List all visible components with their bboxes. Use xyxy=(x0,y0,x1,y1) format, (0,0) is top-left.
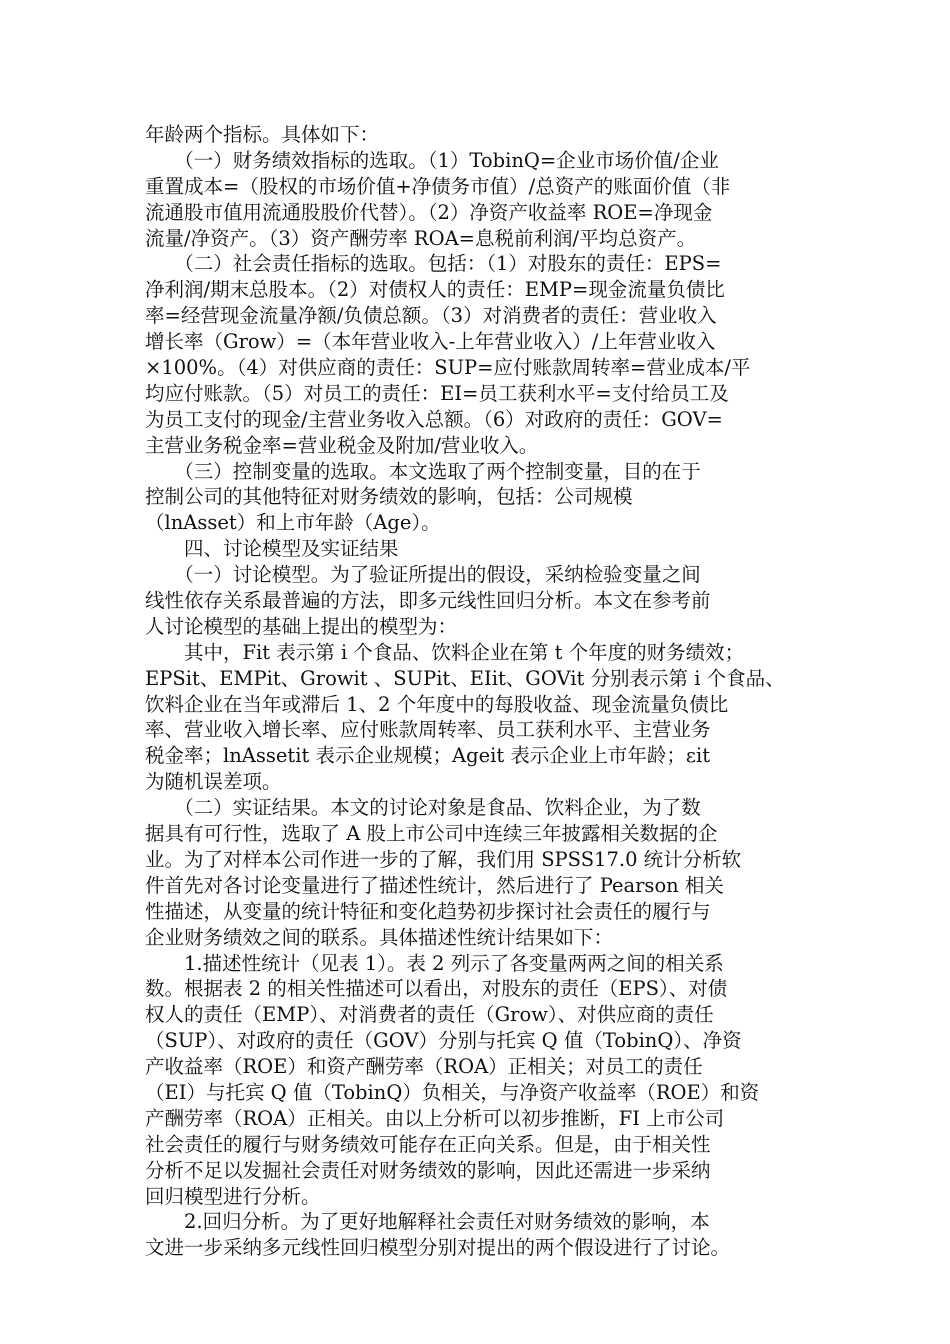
text-line: 性描述，从变量的统计特征和变化趋势初步探讨社会责任的履行与 xyxy=(145,899,711,923)
text-line: 为随机误差项。 xyxy=(145,770,282,794)
text-line: （二）实证结果。本文的讨论对象是食品、饮料企业，为了数 xyxy=(145,796,701,820)
text-line: （三）控制变量的选取。本文选取了两个控制变量，目的在于 xyxy=(145,459,701,483)
text-line: 其中，Fit 表示第 i 个食品、饮料企业在第 t 个年度的财务绩效； xyxy=(145,640,745,664)
text-line: 线性依存关系最普遍的方法，即多元线性回归分析。本文在参考前 xyxy=(145,589,711,613)
text-line: （一）讨论模型。为了验证所提出的假设，采纳检验变量之间 xyxy=(145,563,701,587)
text-line: 业。为了对样本公司作进一步的了解，我们用 SPSS17.0 统计分析软 xyxy=(145,847,742,871)
text-line: （EI）与托宾 Q 值（TobinQ）负相关，与净资产收益率（ROE）和资 xyxy=(145,1080,760,1104)
text-line: 增长率（Grow）=（本年营业收入-上年营业收入）/上年营业收入 xyxy=(145,330,716,354)
text-line: 1.描述性统计（见表 1）。表 2 列示了各变量两两之间的相关系 xyxy=(145,951,724,975)
text-line: 主营业务税金率=营业税金及附加/营业收入。 xyxy=(145,433,539,457)
text-line: 据具有可行性，选取了 A 股上市公司中连续三年披露相关数据的企 xyxy=(145,822,718,846)
text-line: 权人的责任（EMP）、对消费者的责任（Grow）、对供应商的责任 xyxy=(145,1003,714,1027)
text-line: 分析不足以发掘社会责任对财务绩效的影响，因此还需进一步采纳 xyxy=(145,1158,711,1182)
text-line: 产收益率（ROE）和资产酬劳率（ROA）正相关；对员工的责任 xyxy=(145,1055,703,1079)
text-line: 税金率；lnAssetit 表示企业规模；Ageit 表示企业上市年龄；εit xyxy=(145,744,711,768)
text-line: 件首先对各讨论变量进行了描述性统计，然后进行了 Pearson 相关 xyxy=(145,873,724,897)
text-line: 控制公司的其他特征对财务绩效的影响，包括：公司规模 xyxy=(145,485,633,509)
text-line: 率、营业收入增长率、应付账款周转率、员工获利水平、主营业务 xyxy=(145,718,711,742)
text-line: 为员工支付的现金/主营业务收入总额。（6）对政府的责任：GOV= xyxy=(145,407,723,431)
text-line: （一）财务绩效指标的选取。（1）TobinQ=企业市场价值/企业 xyxy=(145,148,719,172)
text-line: 率=经营现金流量净额/负债总额。（3）对消费者的责任：营业收入 xyxy=(145,304,717,328)
text-line: （二）社会责任指标的选取。包括：（1）对股东的责任：EPS= xyxy=(145,252,722,276)
text-line: 文进一步采纳多元线性回归模型分别对提出的两个假设进行了讨论。 xyxy=(145,1236,731,1260)
text-line: 产酬劳率（ROA）正相关。由以上分析可以初步推断，FI 上市公司 xyxy=(145,1106,725,1130)
text-line: 饮料企业在当年或滞后 1、2 个年度中的每股收益、现金流量负债比 xyxy=(145,692,729,716)
text-line: ×100%。（4）对供应商的责任：SUP=应付账款周转率=营业成本/平 xyxy=(145,356,751,380)
text-line: 人讨论模型的基础上提出的模型为： xyxy=(145,614,458,638)
text-line: （SUP）、对政府的责任（GOV）分别与托宾 Q 值（TobinQ）、净资 xyxy=(145,1029,742,1053)
text-line: 企业财务绩效之间的联系。具体描述性统计结果如下： xyxy=(145,925,614,949)
text-line: 重置成本=（股权的市场价值+净债务市值）/总资产的账面价值（非 xyxy=(145,174,731,198)
text-line: EPSit、EMPit、Growit 、SUPit、EIit、GOVit 分别表示第 i 个食品、 xyxy=(145,666,785,690)
text-line: 净利润/期末总股本。（2）对债权人的责任：EMP=现金流量负债比 xyxy=(145,278,725,302)
text-line: 年龄两个指标。具体如下： xyxy=(145,123,380,146)
text-line: （lnAsset）和上市年龄（Age）。 xyxy=(145,511,441,535)
text-line: 回归模型进行分析。 xyxy=(145,1184,321,1208)
text-line: 2.回归分析。为了更好地解释社会责任对财务绩效的影响，本 xyxy=(145,1210,710,1234)
text-line: 社会责任的履行与财务绩效可能存在正向关系。但是，由于相关性 xyxy=(145,1132,711,1156)
text-line: 流量/净资产。（3）资产酬劳率 ROA=息税前利润/平均总资产。 xyxy=(145,226,697,250)
text-line: 均应付账款。（5）对员工的责任：EI=员工获利水平=支付给员工及 xyxy=(145,381,729,405)
text-line: 数。根据表 2 的相关性描述可以看出，对股东的责任（EPS）、对债 xyxy=(145,977,728,1001)
section-heading: 四、讨论模型及实证结果 xyxy=(145,537,399,561)
document-body xyxy=(145,122,815,1261)
text-line: 流通股市值用流通股股价代替）。（2）净资产收益率 ROE=净现金 xyxy=(145,200,713,224)
